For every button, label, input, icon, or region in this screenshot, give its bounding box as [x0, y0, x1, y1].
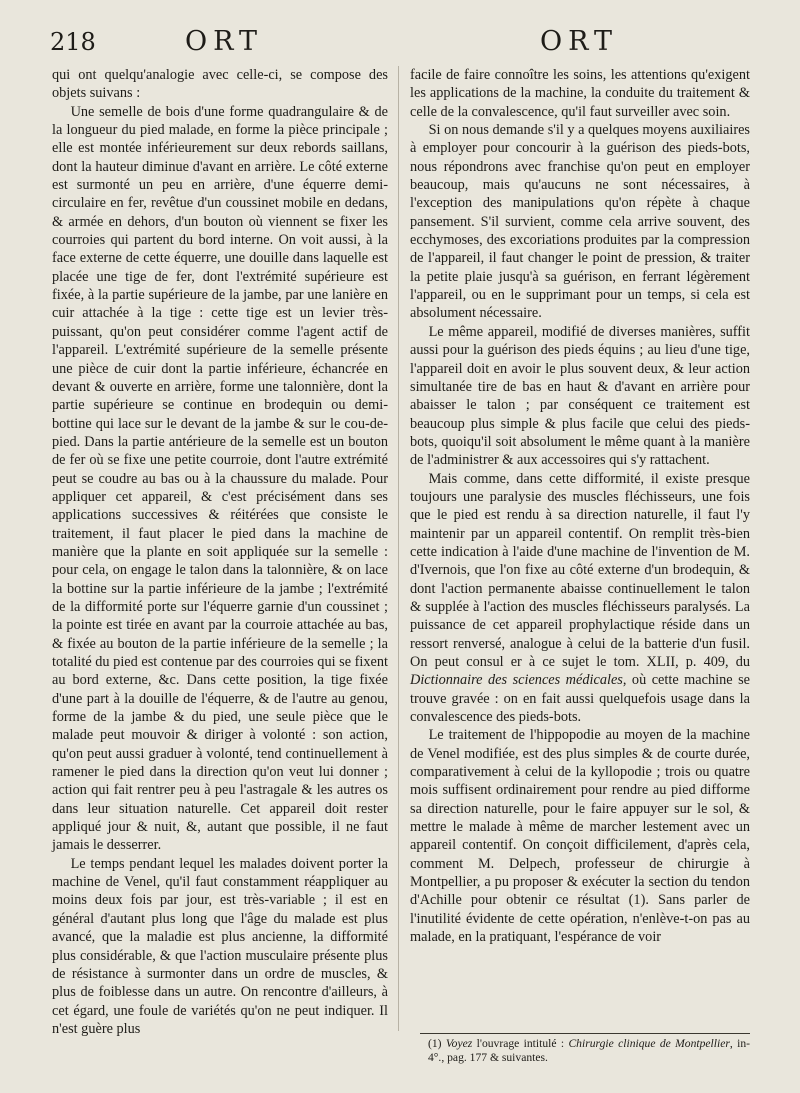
- footnote-marker: (1): [428, 1037, 446, 1050]
- right-column: [410, 66, 750, 947]
- paragraph: Le temps pendant lequel les malades doivent porter la machine de Venel, qu'il faut constamment réappliquer au moins deux fois par jour, est très-variable ; il est en général d'autant plus long que l'âge du malade est plus avancé, que la maladie est plus ancienne, la difformité plus considérable, & que l'action musculaire présente plus de résistance à surmonter dans un ordre de muscles, & plus de foiblesse dans un autre. On rencontre d'ailleurs, à cet égard, une foule de variétés qu'on ne peut indiquer. Il n'est guère plus: [52, 855, 388, 1037]
- footnote-rule: [420, 1033, 750, 1034]
- paragraph: qui ont quelqu'analogie avec celle-ci, se compose des objets suivans :: [52, 67, 388, 102]
- page-number: 218: [50, 28, 96, 56]
- paragraph: Le même appareil, modifié de diverses manières, suffit aussi pour la guérison des pieds équins ; au lieu d'une tige, l'appareil doit en avoir le plus souvent deux, & leur action simultanée tire de bas en haut & d'avant en arrière pour abaisser le talon ; par conséquent ce traitement est beaucoup plus simple & plus facile que celui des pieds-bots, quoiqu'il soit absolument le même quant à la manière de l'administrer & aux accessoires qui s'y rattachent.: [410, 323, 750, 469]
- paragraph-text-tail: , où cette machine se trouve gravée : on en fait aussi quelquefois usage dans la convalescence des pieds-bots.: [410, 672, 750, 726]
- footnote-tail: , in-4°., pag. 177 & suivantes.: [428, 1037, 750, 1064]
- footnote-voyez: Voyez: [445, 1037, 473, 1050]
- header-title-right: ORT: [540, 26, 618, 57]
- paragraph: Si on nous demande s'il y a quelques moyens auxiliaires à employer pour concourir à la guérison des pieds-bots, nous répondrons avec franchise qu'on peut en employer beaucoup, mais qu'aucuns ne sont nécessaires, à l'exception des manipulations qu'on répète à chaque pansement. S'il survient, comme cela arrive souvent, des ecchymoses, des excoriations produites par la compression de l'appareil, il faut changer le point de pression, & traiter la petite plaie jusqu'à sa guérison, en ferrant légèrement l'appareil, ou en le supprimant pour un temps, si cela est absolument nécessaire.: [410, 122, 750, 322]
- paragraph: [410, 470, 750, 727]
- paragraph-text: Mais comme, dans cette difformité, il existe presque toujours une paralysie des muscles fléchisseurs, une fois que le pied est rendu à sa direction naturelle, il faut l'y maintenir par un appareil contentif. On remplit très-bien cette indication à l'aide d'une machine de l'invention de M. d'Ivernois, que l'on fixe au côté externe d'un brodequin, & dont l'action permanente abaisse continuellement le talon & supplée à l'action des muscles fléchisseurs paralysés. La puissance de cet appareil prophylactique réside dans un ressort renversé, analogue à celui de la batterie d'un fusil. On peut consul er à ce sujet le tom. XLII, p. 409, du: [410, 470, 750, 670]
- footnote-text: l'ouvrage intitulé :: [472, 1037, 569, 1050]
- running-header: [0, 26, 800, 64]
- column-divider: [398, 66, 399, 1031]
- paragraph: facile de faire connoître les soins, les attentions qu'exigent les applications de la machine, la conduite du traitement & celle de la convalescence, qu'il faut surveiller avec soin.: [410, 67, 750, 120]
- header-title-left: ORT: [185, 26, 263, 57]
- paragraph: Une semelle de bois d'une forme quadrangulaire & de la longueur du pied malade, en forme la pièce principale ; elle est montée inférieurement sur deux rebords saillans, dont la hauteur diminue d'avant en arrière. Le côté externe est surmonté un peu en arrière, d'une équerre demi-circulaire en fer, revêtue d'un coussinet mobile en dedans, & armée en dehors, d'un bouton où viennent se fixer les courroies qui partent du bord interne. On voit aussi, à la face externe de cette équerre, une douille dans laquelle est placée une tige de fer, dont l'extrémité supérieure est fixée, à la partie supérieure de la jambe, par une lanière en cuir attachée à la tige : cette tige est un levier très-puissant, qu'on peut considérer comme l'agent actif de l'appareil. L'extrémité supérieure de la semelle présente une pièce de cuir dont la partie inférieure, échancrée en devant & ouverte en arrière, forme une talonnière, dont la partie supérieure se continue en brodequin ou demi-bottine qui lace sur le devant de la jambe & sur le cou-de-pied. Dans la partie antérieure de la semelle est un bouton de fer où se fixe une petite courroie, dont l'autre extrémité peut se coudre au bas ou à la chaussure du malade. Pour appliquer cet appareil, & c'est précisément dans ses applications successives & réitérées que consiste le traitement, il faut placer le pied dans la machine de manière que la plante en soit appliquée sur la semelle : pour cela, on engage le talon dans la talonnière, & on lace la bottine sur la partie inférieure de la jambe ; l'extrémité de la difformité porte sur l'équerre garnie d'un coussinet ; la pointe est tirée en avant par la courroie attachée au bas, & fixée au bouton de la partie inférieure de la semelle ; la totalité du pied est contenue par des courroies qui se fixent au bord externe, &c. Dans cette position, la tige fixée d'une part à la douille de l'équerre, & de l'autre au genou, forme de la jambe & du pied, une seule pièce que le malade peut mouvoir & diriger à volonté : son action, qu'on peut aussi graduer à volonté, tend continuellement à ramener le pied dans la direction qu'on veut lui donner ; action qui fait rentrer peu à peu l'astragale & les autres os dans leur situation naturelle. Cet appareil doit rester appliqué jour & nuit, &, autant que possible, il ne faut jamais le desserrer.: [52, 103, 388, 854]
- dictionary-title: Dictionnaire des sciences médicales: [410, 672, 623, 689]
- footnote-work-title: Chirurgie clinique de Montpellier: [568, 1037, 730, 1050]
- left-column: [52, 66, 388, 1038]
- paragraph: Le traitement de l'hippopodie au moyen de la machine de Venel modifiée, est des plus simples & de courte durée, comparativement à celui de la kyllopodie ; trois ou quatre mois suffisent ordinairement pour rendre au pied difforme sa direction naturelle, pour le faire appuyer sur le sol, & mettre le malade à même de marcher lestement avec un appareil contentif. On conçoit difficilement, d'après cela, comment M. Delpech, professeur de chirurgie à Montpellier, a pu proposer & exécuter la section du tendon d'Achille pour obtenir ce résultat (1). Sans parler de l'inutilité évidente de cette opération, n'enlève-t-on pas au malade, en la pratiquant, l'espérance de voir: [410, 727, 750, 946]
- footnote: [428, 1037, 750, 1065]
